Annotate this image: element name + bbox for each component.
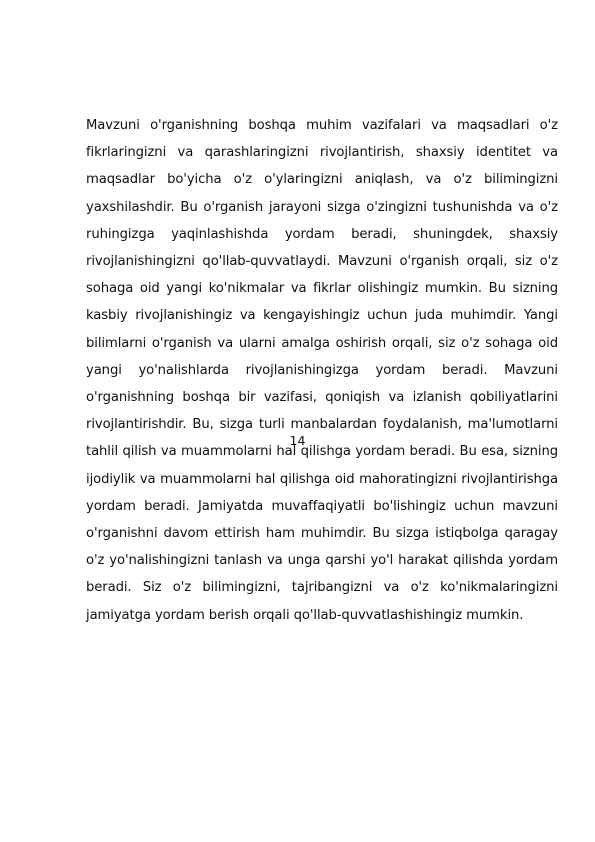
body-paragraph: Mavzuni o'rganishning boshqa muhim vazifalari va maqsadlari o'z fikrlaringizni va qarashlaringizni rivojlantirish, shaxsiy identitet va maqsadlar bo'yicha o'z o'ylaringizni aniqlash, va o'z bilimingizni yaxshilashdir. Bu o'rganish jarayoni sizga o'zingizni tushunishda va o'z ruhingizga yaqinlashishda yordam beradi, shuningdek, shaxsiy rivojlanishingizni qo'llab-quvvatlaydi. Mavzuni o'rganish orqali, siz o'z sohaga oid yangi ko'nikmalar va fikrlar olishingiz mumkin. Bu sizning kasbiy rivojlanishingiz va kengayishingiz uchun juda muhimdir. Yangi bilimlarni o'rganish va ularni amalga oshirish orqali, siz o'z sohaga oid yangi yo'nalishlarda rivojlanishingizga yordam beradi. Mavzuni o'rganishning boshqa bir vazifasi, qoniqish va izlanish qobiliyatlarini rivojlantirishdir. Bu, sizga turli manbalardan foydalanish, ma'lumotlarni tahlil qilish va muammolarni hal qilishga yordam beradi. Bu esa, sizning ijodiylik va muammolarni hal qilishga oid mahoratingizni rivojlantirishga yordam beradi. Jamiyatda muvaffaqiyatli bo'lishingiz uchun mavzuni o'rganishni davom ettirish ham muhimdir. Bu sizga istiqbolga qaragay o'z yo'nalishingizni tanlash va unga qarshi yo'l harakat qilishda yordam beradi. Siz o'z bilimingizni, tajribangizni va o'z ko'nikmalaringizni jamiyatga yordam berish orqali qo'llab-quvvatlashishingiz mumkin.: [86, 118, 558, 623]
page-number: 14: [289, 433, 306, 448]
